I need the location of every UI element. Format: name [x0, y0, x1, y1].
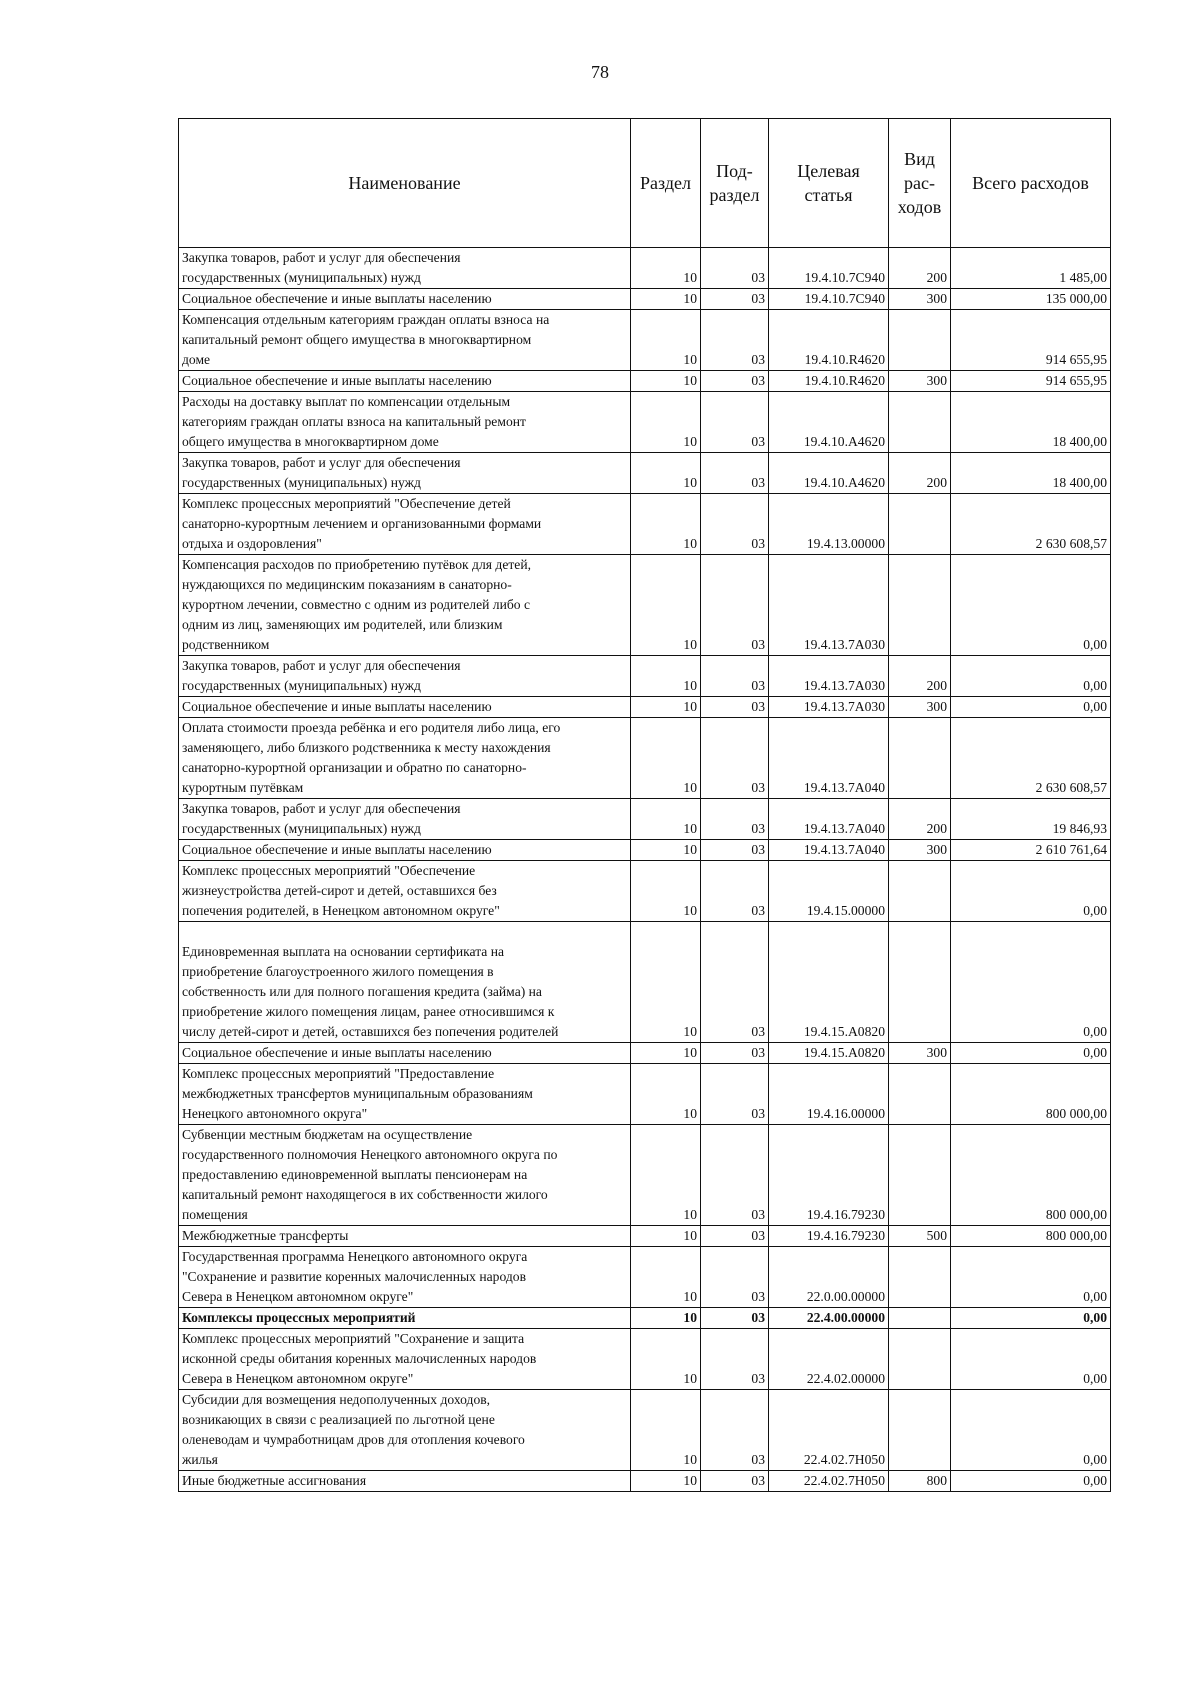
cell-name	[179, 1471, 631, 1492]
cell-name	[179, 1043, 631, 1064]
cell-name-line: государственных (муниципальных) нужд	[182, 270, 421, 285]
cell-subsection: 03	[701, 1390, 769, 1471]
cell-target: 22.4.02.00000	[769, 1329, 889, 1390]
cell-total: 0,00	[951, 1329, 1111, 1390]
cell-expense-type: 200	[889, 799, 951, 840]
cell-total: 0,00	[951, 1308, 1111, 1329]
cell-name-line: Компенсация расходов по приобретению путёвок для детей,	[182, 557, 532, 572]
cell-section: 10	[631, 861, 701, 922]
cell-name-line: Ненецкого автономного округа"	[182, 1106, 368, 1121]
cell-total: 0,00	[951, 555, 1111, 656]
cell-name-line: Государственная программа Ненецкого автономного округа	[182, 1249, 528, 1264]
cell-target: 19.4.15.А0820	[769, 1043, 889, 1064]
cell-name-line: Комплекс процессных мероприятий "Обеспечение детей	[182, 496, 511, 511]
cell-subsection: 03	[701, 494, 769, 555]
table-row	[179, 861, 1111, 922]
cell-expense-type: 200	[889, 656, 951, 697]
table-header-row	[179, 119, 1111, 248]
cell-subsection: 03	[701, 289, 769, 310]
table-row	[179, 799, 1111, 840]
cell-total: 0,00	[951, 1390, 1111, 1471]
cell-total: 800 000,00	[951, 1226, 1111, 1247]
cell-total: 135 000,00	[951, 289, 1111, 310]
cell-section: 10	[631, 371, 701, 392]
cell-name-line: Комплекс процессных мероприятий "Сохранение и защита	[182, 1331, 525, 1346]
cell-section: 10	[631, 1064, 701, 1125]
cell-name-line: курортным путёвкам	[182, 780, 304, 795]
cell-name	[179, 494, 631, 555]
cell-name-line: Комплекс процессных мероприятий "Обеспечение	[182, 863, 476, 878]
cell-section: 10	[631, 1247, 701, 1308]
cell-expense-type: 300	[889, 371, 951, 392]
cell-expense-type	[889, 494, 951, 555]
cell-total: 914 655,95	[951, 371, 1111, 392]
cell-total: 2 630 608,57	[951, 718, 1111, 799]
cell-name	[179, 718, 631, 799]
table-row	[179, 310, 1111, 371]
cell-name	[179, 656, 631, 697]
cell-name-line: числу детей-сирот и детей, оставшихся без попечения родителей	[182, 1024, 559, 1039]
cell-name-line: общего имущества в многоквартирном доме	[182, 434, 439, 449]
cell-name-line: Севера в Ненецком автономном округе"	[182, 1289, 414, 1304]
cell-expense-type	[889, 555, 951, 656]
cell-name	[179, 371, 631, 392]
cell-expense-type: 300	[889, 1043, 951, 1064]
cell-target: 19.4.13.7А030	[769, 555, 889, 656]
cell-name-line: оленеводам и чумработницам дров для отопления кочевого	[182, 1432, 525, 1447]
cell-expense-type	[889, 1308, 951, 1329]
cell-expense-type	[889, 392, 951, 453]
cell-name-line: Субвенции местным бюджетам на осуществление	[182, 1127, 473, 1142]
cell-subsection: 03	[701, 799, 769, 840]
cell-name	[179, 840, 631, 861]
cell-name-line: собственность или для полного погашения кредита (займа) на	[182, 984, 542, 999]
cell-target: 19.4.15.00000	[769, 861, 889, 922]
cell-name	[179, 289, 631, 310]
cell-name-line: Расходы на доставку выплат по компенсации отдельным	[182, 394, 511, 409]
table-row	[179, 656, 1111, 697]
cell-name-line: отдыха и оздоровления"	[182, 536, 322, 551]
cell-name	[179, 861, 631, 922]
cell-subsection: 03	[701, 248, 769, 289]
cell-target: 19.4.10.7С940	[769, 248, 889, 289]
cell-target: 22.4.02.7Н050	[769, 1390, 889, 1471]
cell-name-line: приобретение благоустроенного жилого помещения в	[182, 964, 494, 979]
cell-name-line: попечения родителей, в Ненецком автономном округе"	[182, 903, 500, 918]
cell-expense-type	[889, 1064, 951, 1125]
cell-total: 19 846,93	[951, 799, 1111, 840]
cell-name-line: доме	[182, 352, 211, 367]
cell-total: 18 400,00	[951, 453, 1111, 494]
cell-section: 10	[631, 718, 701, 799]
cell-section: 10	[631, 453, 701, 494]
cell-name-line: Социальное обеспечение и иные выплаты населению	[182, 373, 492, 388]
cell-name-line: Социальное обеспечение и иные выплаты населению	[182, 842, 492, 857]
cell-subsection: 03	[701, 1247, 769, 1308]
cell-name	[179, 1308, 631, 1329]
cell-section: 10	[631, 1390, 701, 1471]
cell-name-line: одним из лиц, заменяющих им родителей, или близким	[182, 617, 503, 632]
table-row	[179, 1043, 1111, 1064]
cell-section: 10	[631, 392, 701, 453]
cell-subsection: 03	[701, 718, 769, 799]
table-row	[179, 1064, 1111, 1125]
cell-subsection: 03	[701, 1329, 769, 1390]
cell-target: 19.4.16.79230	[769, 1226, 889, 1247]
cell-name	[179, 922, 631, 1043]
header-target: Целевая статья	[769, 119, 889, 248]
cell-target: 19.4.10.R4620	[769, 371, 889, 392]
cell-name	[179, 1390, 631, 1471]
cell-name-line: жизнеустройства детей-сирот и детей, оставшихся без	[182, 883, 497, 898]
cell-name-line: капитальный ремонт общего имущества в многоквартирном	[182, 332, 532, 347]
cell-total: 914 655,95	[951, 310, 1111, 371]
cell-expense-type: 300	[889, 840, 951, 861]
page-number: 78	[591, 62, 609, 82]
cell-expense-type	[889, 861, 951, 922]
table-row	[179, 1308, 1111, 1329]
cell-total: 800 000,00	[951, 1125, 1111, 1226]
cell-expense-type: 200	[889, 248, 951, 289]
cell-expense-type	[889, 1125, 951, 1226]
cell-name-line: Компенсация отдельным категориям граждан оплаты взноса на	[182, 312, 550, 327]
cell-total: 0,00	[951, 1043, 1111, 1064]
cell-target: 19.4.10.R4620	[769, 310, 889, 371]
cell-name-line: возникающих в связи с реализацией по льготной цене	[182, 1412, 495, 1427]
cell-name	[179, 453, 631, 494]
cell-subsection: 03	[701, 392, 769, 453]
cell-subsection: 03	[701, 656, 769, 697]
cell-subsection: 03	[701, 922, 769, 1043]
cell-subsection: 03	[701, 310, 769, 371]
table-row	[179, 248, 1111, 289]
cell-name	[179, 799, 631, 840]
cell-subsection: 03	[701, 1043, 769, 1064]
cell-total: 1 485,00	[951, 248, 1111, 289]
cell-name	[179, 1064, 631, 1125]
table-row	[179, 1390, 1111, 1471]
cell-expense-type	[889, 718, 951, 799]
cell-name-line: жилья	[182, 1452, 218, 1467]
table-row	[179, 555, 1111, 656]
cell-subsection: 03	[701, 1226, 769, 1247]
table-row	[179, 494, 1111, 555]
cell-name-line	[182, 922, 627, 942]
cell-target: 19.4.16.79230	[769, 1125, 889, 1226]
cell-name-line: санаторно-курортной организации и обратно по санаторно-	[182, 760, 527, 775]
cell-name-line: санаторно-курортным лечением и организованными формами	[182, 516, 542, 531]
cell-name-line: государственных (муниципальных) нужд	[182, 475, 421, 490]
cell-name-line: капитальный ремонт находящегося в их собственности жилого	[182, 1187, 548, 1202]
cell-section: 10	[631, 248, 701, 289]
cell-target: 19.4.13.00000	[769, 494, 889, 555]
cell-name-line: Закупка товаров, работ и услуг для обеспечения	[182, 658, 461, 673]
cell-name-line: межбюджетных трансфертов муниципальным образованиям	[182, 1086, 533, 1101]
cell-name	[179, 1329, 631, 1390]
cell-target: 19.4.13.7А030	[769, 656, 889, 697]
cell-subsection: 03	[701, 1125, 769, 1226]
cell-target: 19.4.13.7А040	[769, 718, 889, 799]
cell-total: 0,00	[951, 656, 1111, 697]
cell-subsection: 03	[701, 453, 769, 494]
cell-section: 10	[631, 1329, 701, 1390]
cell-name-line: нуждающихся по медицинским показаниям в санаторно-	[182, 577, 512, 592]
cell-section: 10	[631, 555, 701, 656]
cell-section: 10	[631, 922, 701, 1043]
cell-section: 10	[631, 1226, 701, 1247]
cell-name	[179, 310, 631, 371]
cell-total: 18 400,00	[951, 392, 1111, 453]
cell-subsection: 03	[701, 555, 769, 656]
cell-expense-type: 800	[889, 1471, 951, 1492]
cell-name-line: Севера в Ненецком автономном округе"	[182, 1371, 414, 1386]
cell-name-line: исконной среды обитания коренных малочисленных народов	[182, 1351, 537, 1366]
cell-target: 19.4.10.А4620	[769, 392, 889, 453]
cell-section: 10	[631, 697, 701, 718]
table-row	[179, 840, 1111, 861]
cell-total: 0,00	[951, 697, 1111, 718]
cell-name-line: государственных (муниципальных) нужд	[182, 678, 421, 693]
cell-section: 10	[631, 310, 701, 371]
cell-name-line: Закупка товаров, работ и услуг для обеспечения	[182, 801, 461, 816]
cell-name-line: Субсидии для возмещения недополученных доходов,	[182, 1392, 491, 1407]
cell-name-line: помещения	[182, 1207, 248, 1222]
cell-name-line: Комплексы процессных мероприятий	[182, 1310, 416, 1325]
cell-name-line: категориям граждан оплаты взноса на капитальный ремонт	[182, 414, 526, 429]
cell-name-line: курортном лечении, совместно с одним из родителей либо с	[182, 597, 530, 612]
cell-name-line: государственных (муниципальных) нужд	[182, 821, 421, 836]
cell-name	[179, 697, 631, 718]
cell-total: 0,00	[951, 1471, 1111, 1492]
cell-name-line: предоставлению единовременной выплаты пенсионерам на	[182, 1167, 528, 1182]
header-expense-type: Вид рас- ходов	[889, 119, 951, 248]
cell-section: 10	[631, 494, 701, 555]
cell-expense-type: 300	[889, 289, 951, 310]
cell-total: 800 000,00	[951, 1064, 1111, 1125]
header-subsection: Под- раздел	[701, 119, 769, 248]
cell-total: 0,00	[951, 1247, 1111, 1308]
cell-expense-type	[889, 1390, 951, 1471]
table-row	[179, 1125, 1111, 1226]
cell-name	[179, 1125, 631, 1226]
cell-expense-type	[889, 310, 951, 371]
cell-section: 10	[631, 1043, 701, 1064]
cell-section: 10	[631, 289, 701, 310]
cell-subsection: 03	[701, 697, 769, 718]
cell-expense-type: 200	[889, 453, 951, 494]
cell-name-line: приобретение жилого помещения лицам, ранее относившимся к	[182, 1004, 555, 1019]
table-row	[179, 1226, 1111, 1247]
cell-total: 2 630 608,57	[951, 494, 1111, 555]
cell-section: 10	[631, 1471, 701, 1492]
cell-name-line: Оплата стоимости проезда ребёнка и его родителя либо лица, его	[182, 720, 561, 735]
cell-name-line: "Сохранение и развитие коренных малочисленных народов	[182, 1269, 526, 1284]
table-row	[179, 922, 1111, 1043]
table-row	[179, 1329, 1111, 1390]
budget-table	[178, 118, 1111, 1492]
cell-name	[179, 248, 631, 289]
cell-target: 19.4.15.А0820	[769, 922, 889, 1043]
table-row	[179, 392, 1111, 453]
cell-expense-type	[889, 922, 951, 1043]
table-row	[179, 718, 1111, 799]
table-row	[179, 289, 1111, 310]
cell-name-line: Социальное обеспечение и иные выплаты населению	[182, 699, 492, 714]
cell-name-line: Межбюджетные трансферты	[182, 1228, 349, 1243]
cell-total: 0,00	[951, 861, 1111, 922]
cell-name-line: Закупка товаров, работ и услуг для обеспечения	[182, 455, 461, 470]
header-total: Всего расходов	[951, 119, 1111, 248]
header-section: Раздел	[631, 119, 701, 248]
cell-target: 19.4.16.00000	[769, 1064, 889, 1125]
cell-subsection: 03	[701, 840, 769, 861]
table-row	[179, 453, 1111, 494]
cell-name	[179, 555, 631, 656]
cell-section: 10	[631, 840, 701, 861]
cell-expense-type: 300	[889, 697, 951, 718]
cell-name	[179, 392, 631, 453]
cell-subsection: 03	[701, 861, 769, 922]
cell-target: 19.4.13.7А040	[769, 799, 889, 840]
cell-target: 22.0.00.00000	[769, 1247, 889, 1308]
cell-subsection: 03	[701, 1308, 769, 1329]
cell-expense-type	[889, 1329, 951, 1390]
cell-section: 10	[631, 1125, 701, 1226]
cell-section: 10	[631, 1308, 701, 1329]
table-row	[179, 1471, 1111, 1492]
cell-name-line: заменяющего, либо близкого родственника к месту нахождения	[182, 740, 551, 755]
cell-target: 19.4.10.7С940	[769, 289, 889, 310]
cell-name	[179, 1226, 631, 1247]
cell-target: 19.4.10.А4620	[769, 453, 889, 494]
cell-name-line: Единовременная выплата на основании сертификата на	[182, 944, 505, 959]
cell-total: 0,00	[951, 922, 1111, 1043]
table-row	[179, 371, 1111, 392]
cell-name-line: Иные бюджетные ассигнования	[182, 1473, 367, 1488]
cell-name-line: государственного полномочия Ненецкого автономного округа по	[182, 1147, 558, 1162]
cell-name-line: Закупка товаров, работ и услуг для обеспечения	[182, 250, 461, 265]
cell-total: 2 610 761,64	[951, 840, 1111, 861]
cell-section: 10	[631, 656, 701, 697]
cell-name-line: Комплекс процессных мероприятий "Предоставление	[182, 1066, 495, 1081]
cell-section: 10	[631, 799, 701, 840]
cell-expense-type: 500	[889, 1226, 951, 1247]
cell-expense-type	[889, 1247, 951, 1308]
cell-name-line: Социальное обеспечение и иные выплаты населению	[182, 1045, 492, 1060]
table-row	[179, 1247, 1111, 1308]
cell-target: 22.4.02.7Н050	[769, 1471, 889, 1492]
cell-target: 19.4.13.7А040	[769, 840, 889, 861]
cell-target: 19.4.13.7А030	[769, 697, 889, 718]
cell-target: 22.4.00.00000	[769, 1308, 889, 1329]
header-name: Наименование	[179, 119, 631, 248]
cell-name-line: Социальное обеспечение и иные выплаты населению	[182, 291, 492, 306]
table-row	[179, 697, 1111, 718]
cell-name-line: родственником	[182, 637, 270, 652]
cell-subsection: 03	[701, 371, 769, 392]
cell-subsection: 03	[701, 1064, 769, 1125]
cell-name	[179, 1247, 631, 1308]
cell-subsection: 03	[701, 1471, 769, 1492]
